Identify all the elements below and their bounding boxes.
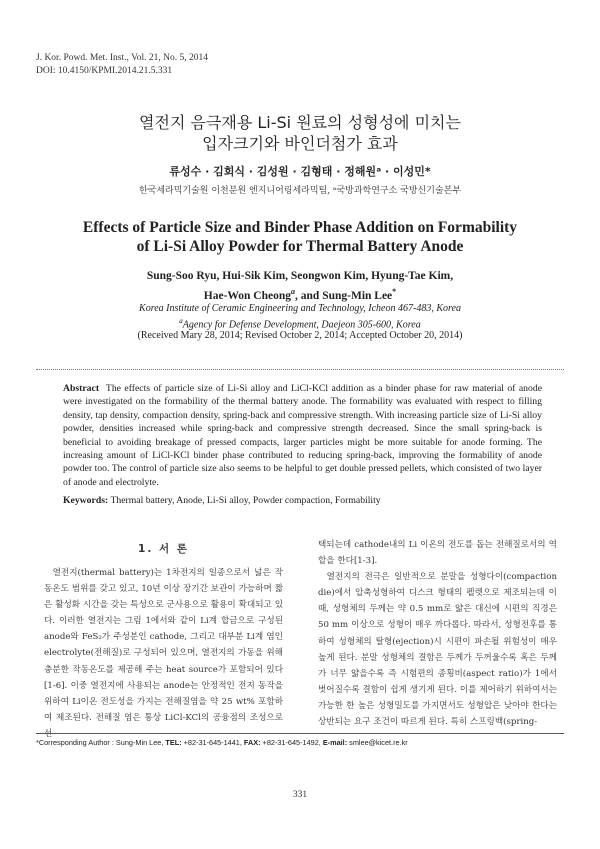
english-authors bbox=[0, 269, 600, 304]
author-superscript-a: a bbox=[291, 287, 296, 296]
left-paragraph-1: 열전지(thermal battery)는 1차전지의 일종으로서 넓은 작동온도 범위를 갖고 있고, 10년 이상 장기간 보관이 가능하며 짧은 활성화 시간을 갖는 특성으로 군사용으로 활용이 확대되고 있다. 이러한 열전지는 그림 1에서와 같이 Li계 합금으로 구성된 anode와 FeS₂가 주성분인 cathode, 그리고 대부분 Li계 염인 electrolyte(전해질)로 구성되어 있으며, 열전지의 가동을 위해 충분한 작동온도를 제공해 주는 heat source가 포함되어 있다[1-6]. 이중 열전지에 사용되는 anode는 안정적인 전지 동작을 위하여 Li이온 전도성을 가지는 전해질염을 약 25 wt% 포함하여 제조된다. 전해질 염은 통상 LiCl-KCl의 공융점의 조성으로 선 bbox=[44, 568, 283, 739]
tel-label: TEL: bbox=[165, 738, 182, 747]
journal-doi: DOI: 10.4150/KPMI.2014.21.5.331 bbox=[36, 65, 173, 76]
english-title-line1: Effects of Particle Size and Binder Phase Addition on Formability bbox=[82, 219, 518, 236]
korean-title bbox=[0, 112, 600, 154]
email-value: smlee@kicet.re.kr bbox=[347, 738, 408, 747]
corresponding-author-footnote bbox=[36, 738, 408, 747]
author-star: * bbox=[392, 287, 397, 296]
left-column bbox=[44, 565, 283, 742]
korean-title-line1: 열전지 음극재용 Li-Si 원료의 성형성에 미치는 bbox=[139, 113, 461, 132]
english-affiliation bbox=[0, 302, 600, 331]
english-affiliation-line2 bbox=[0, 315, 600, 331]
affiliation-add: Agency for Defense Development, Daejeon 305-600, Korea bbox=[182, 319, 421, 331]
abstract-label: Abstract bbox=[63, 383, 100, 394]
section-heading-introduction: 1. 서 론 bbox=[138, 543, 189, 555]
footnote-prefix: *Corresponding Author : Sung-Min Lee, bbox=[36, 738, 166, 747]
korean-affiliation: 한국세라믹기술원 이천분원 엔지니어링세라믹팀, ᵃ국방과학연구소 국방신기술본부 bbox=[138, 186, 462, 196]
email-label: E-mail: bbox=[322, 738, 348, 747]
fax-label: FAX: bbox=[243, 738, 261, 747]
right-column bbox=[318, 537, 557, 730]
keywords-label: Keywords: bbox=[63, 495, 109, 506]
english-authors-line1: Sung-Soo Ryu, Hui-Sik Kim, Seongwon Kim, Hyung-Tae Kim, bbox=[146, 270, 454, 282]
author-lee: , and Sung-Min Lee bbox=[295, 289, 393, 302]
english-authors-line2 bbox=[0, 284, 600, 304]
english-affiliation-line1: Korea Institute of Ceramic Engineering and Technology, Icheon 467-483, Korea bbox=[139, 303, 461, 314]
journal-header bbox=[36, 52, 208, 77]
received-dates: (Received Mary 28, 2014; Revised October 2, 2014; Accepted October 20, 2014) bbox=[137, 330, 463, 341]
abstract bbox=[63, 382, 542, 489]
fax-value: +82-31-645-1492, bbox=[260, 738, 323, 747]
right-paragraph-0: 택되는데 cathode내의 Li 이온의 전도를 돕는 전해질로서의 역할을 한다[1-3]. bbox=[318, 540, 557, 567]
right-paragraph-1: 열전지의 전극은 일반적으로 분말을 성형다이(compaction die)에서 압축성형하여 디스크 형태의 펠렛으로 제조되는데 이 때, 성형체의 두께는 약 0.5 mm로 얇은 대신에 시편의 직경은 50 mm 이상으로 성형이 매우 까다롭다. 따라서, 성형전후를 통하여 성형체의 탈형(ejection)시 시편이 파손될 위험성이 매우 높게 된다. 분말 성형체의 결함은 두께가 두꺼울수록 혹은 두께가 너무 얇을수록 즉 시험편의 종횡비(aspect ratio)가 1에서 벗어질수록 결함이 쉽게 생기게 된다. 이를 제어하기 위하여서는 가능한 한 높은 성형밀도를 가지면서도 성형압은 낮아야 한다는 상반되는 요구 조건이 따르게 된다. 특히 스프링백(spring- bbox=[318, 572, 557, 728]
keywords-text: Thermal battery, Anode, Li-Si alloy, Powder compaction, Formability bbox=[110, 495, 381, 506]
journal-citation: J. Kor. Powd. Met. Inst., Vol. 21, No. 5, 2014 bbox=[36, 53, 208, 63]
english-title bbox=[0, 218, 600, 256]
korean-authors: 류성수 · 김회식 · 김성원 · 김형태 · 정해원ᵃ · 이성민* bbox=[169, 165, 431, 178]
tel-value: +82-31-645-1441, bbox=[181, 738, 244, 747]
author-cheong: Hae-Won Cheong bbox=[203, 289, 291, 302]
abstract-text: The effects of particle size of Li-Si alloy and LiCl-KCl addition as a binder phase for raw material of anode were investigated on the formability of the thermal battery anode. The formability was evaluated with respect to filling density, tap density, compaction density, spring-back and compressive strength. With increasing particle size of Li-Si alloy powder, densities increased while spring-back and compressive strength decreased. Since the small spring-back is beneficial to avoiding breakage of pressed compacts, larger particles might be more suitable for anode forming. The increasing amount of LiCl-KCl binder phase contributed to reducing spring-back, improving the formability of anode powder too. The control of particle size also seems to be helpful to get double pressed pellets, which consisted of two layer of anode and electrolyte. bbox=[63, 383, 543, 488]
korean-title-line2: 입자크기와 바인더첨가 효과 bbox=[202, 134, 398, 153]
page-number: 331 bbox=[292, 790, 308, 800]
keywords bbox=[63, 495, 542, 506]
affiliation-superscript: a bbox=[179, 317, 183, 325]
footnote-rule bbox=[36, 733, 564, 734]
english-title-line2: of Li-Si Alloy Powder for Thermal Battery Anode bbox=[136, 238, 464, 255]
dotted-divider bbox=[36, 369, 564, 370]
